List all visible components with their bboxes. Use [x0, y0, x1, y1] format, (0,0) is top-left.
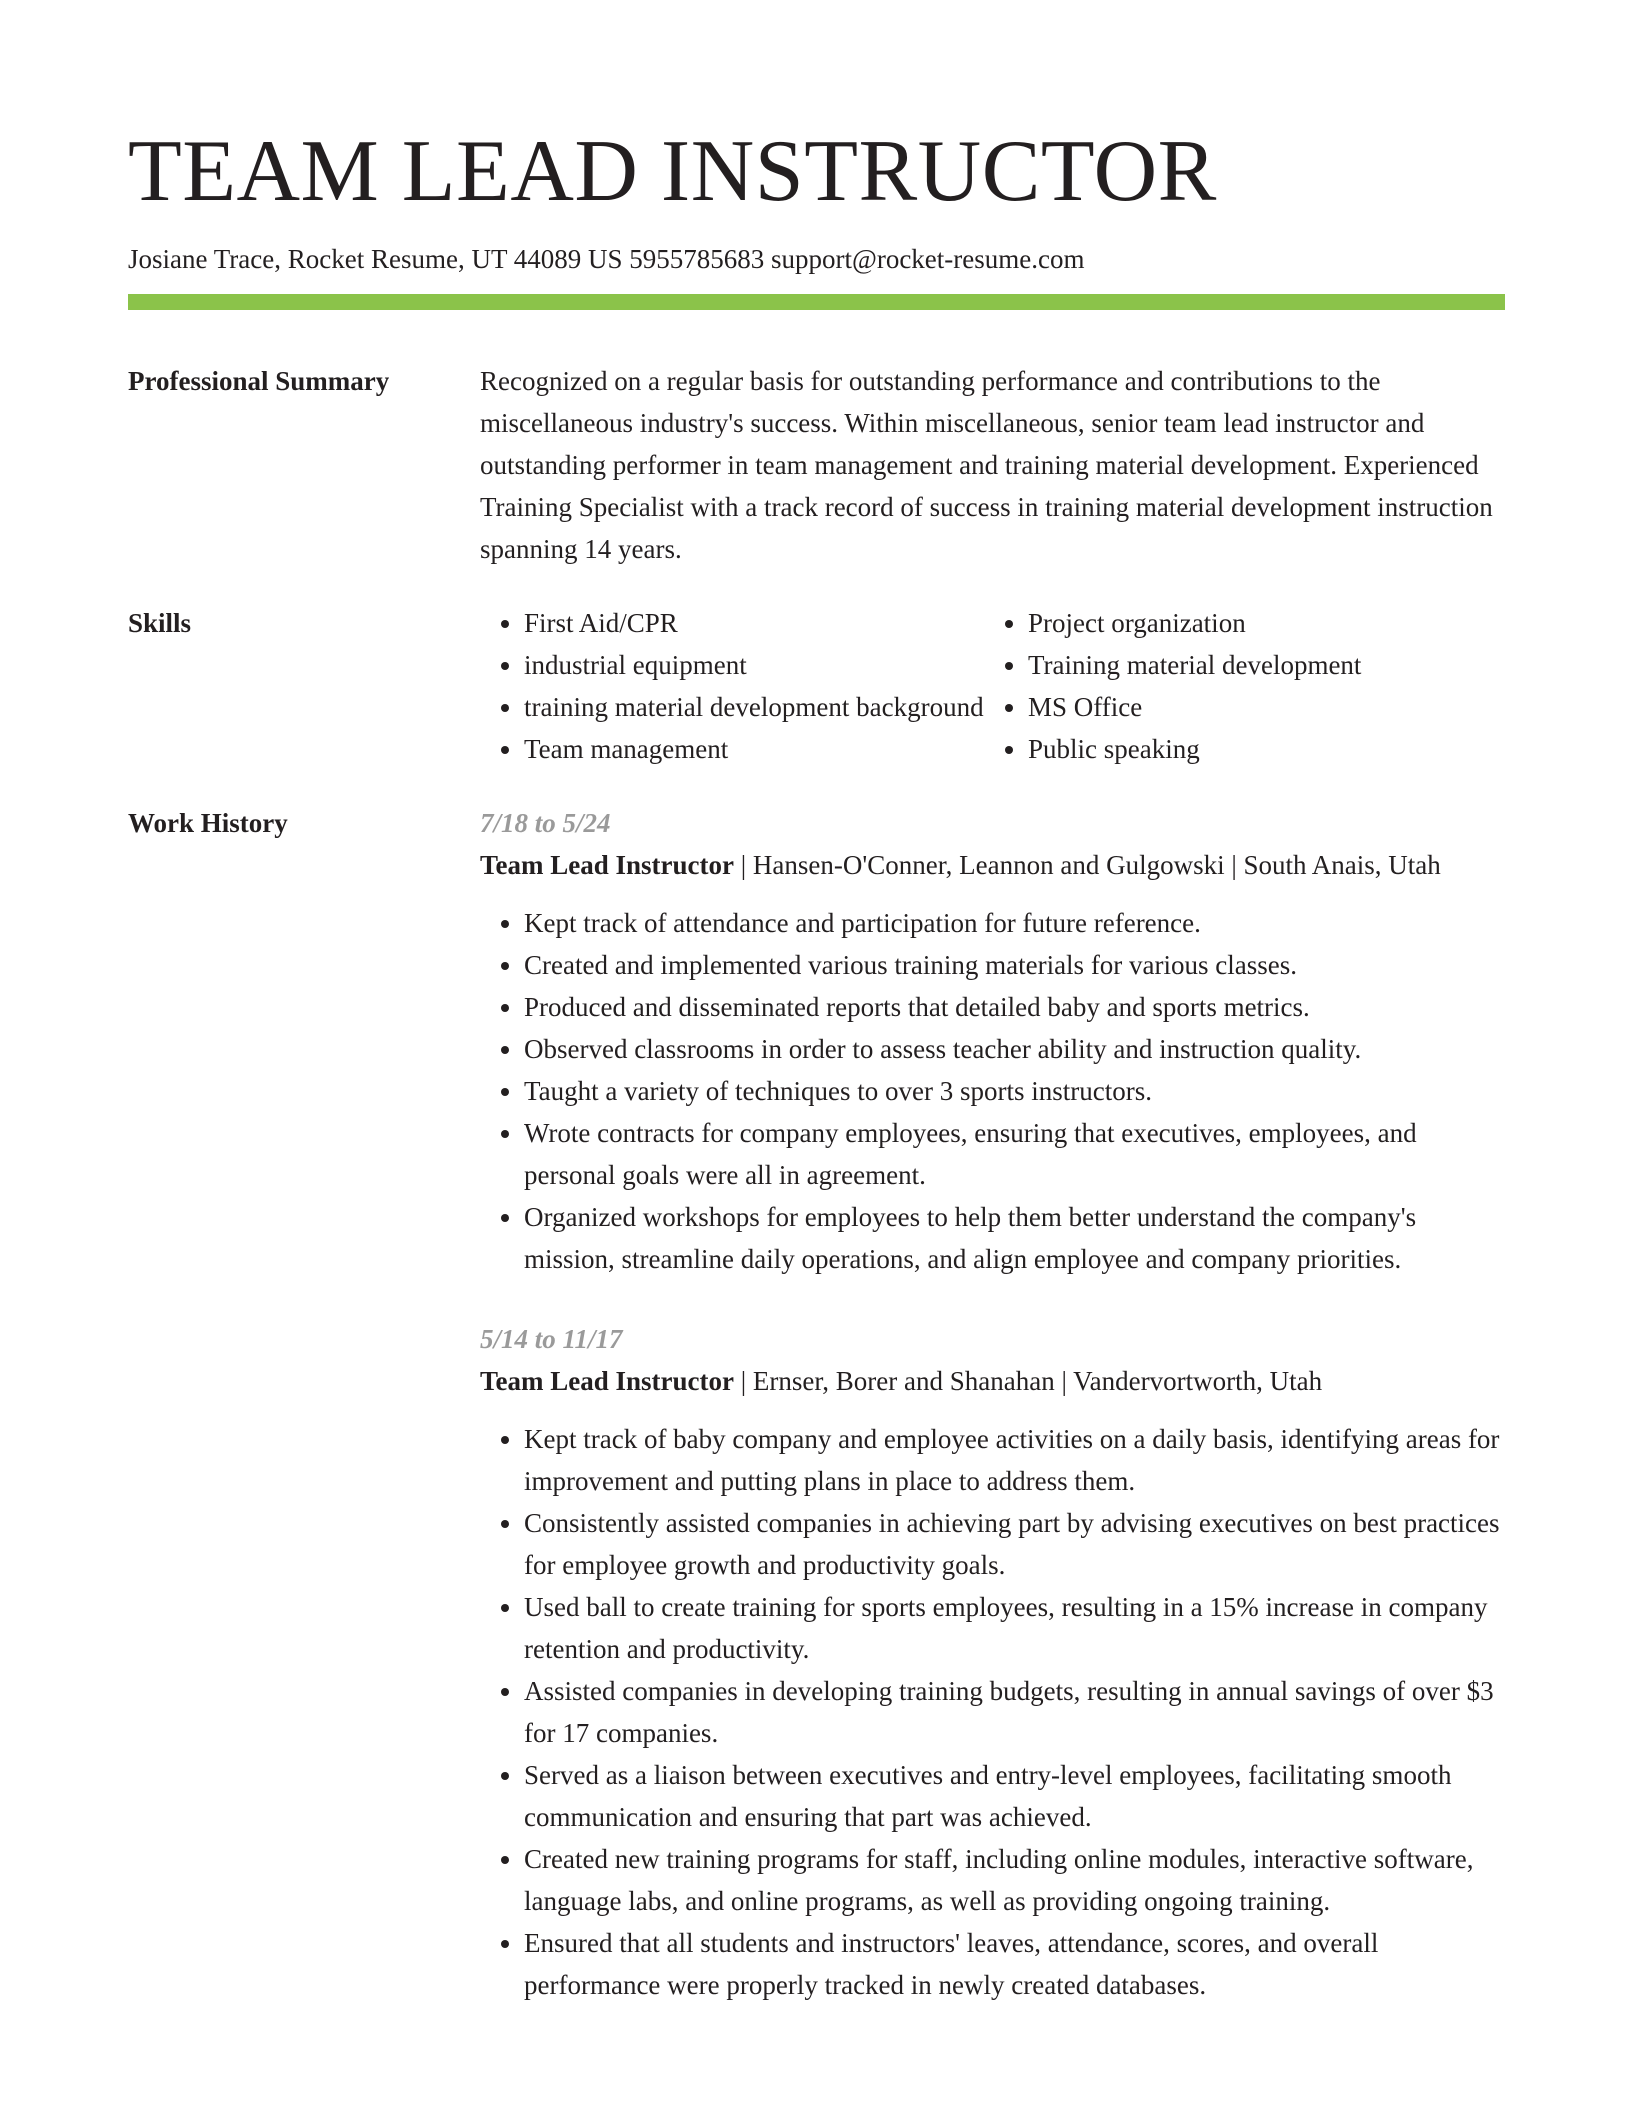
job-separator: | [734, 1366, 753, 1396]
job-heading [480, 844, 1505, 886]
job-location: South Anais, Utah [1243, 850, 1441, 880]
summary-text: Recognized on a regular basis for outstanding performance and contributions to the miscellaneous industry's success. Within miscellaneous, senior team lead instructor and outstanding performer in team management and training material development. Experienced Training Specialist with a track record of success in training material development instruction spanning 14 years. [480, 366, 1493, 564]
job-bullet: • Consistently assisted companies in achieving part by advising executives on best practices for employee growth and productivity goals. [524, 1502, 1505, 1586]
section-label-skills: Skills [128, 608, 192, 638]
skill-item: • Team management [524, 728, 984, 770]
skills-section [128, 602, 1505, 770]
section-label-summary: Professional Summary [128, 366, 390, 396]
job-bullet: • Taught a variety of techniques to over 3 sports instructors. [524, 1070, 1505, 1112]
work-history-section [128, 802, 1505, 2006]
job-dates: 5/14 to 11/17 [480, 1324, 623, 1354]
skill-item: • MS Office [1028, 686, 1488, 728]
section-label-work-history: Work History [128, 808, 288, 838]
skill-item: • training material development background [524, 686, 984, 728]
job-separator: | [734, 850, 753, 880]
job-entry [480, 802, 1505, 1280]
skills-list-right [984, 602, 1488, 770]
skill-item: • Public speaking [1028, 728, 1488, 770]
job-bullet: • Produced and disseminated reports that detailed baby and sports metrics. [524, 986, 1505, 1028]
job-title: Team Lead Instructor [480, 1366, 734, 1396]
job-bullets [480, 1418, 1505, 2006]
job-bullet: • Organized workshops for employees to help them better understand the company's mission, streamline daily operations, and align employee and company priorities. [524, 1196, 1505, 1280]
job-bullets [480, 902, 1505, 1280]
job-heading [480, 1360, 1505, 1402]
job-title: Team Lead Instructor [480, 850, 734, 880]
skill-item: • Training material development [1028, 644, 1488, 686]
job-location: Vandervortworth, Utah [1073, 1366, 1323, 1396]
job-bullet: • Served as a liaison between executives and entry-level employees, facilitating smooth communication and ensuring that part was achieved. [524, 1754, 1505, 1838]
page-title: TEAM LEAD INSTRUCTOR [128, 123, 1217, 220]
job-bullet: • Created new training programs for staff, including online modules, interactive software, language labs, and online programs, as well as providing ongoing training. [524, 1838, 1505, 1922]
contact-line: Josiane Trace, Rocket Resume, UT 44089 US 5955785683 support@rocket-resume.com [128, 244, 1085, 274]
job-company: Hansen-O'Conner, Leannon and Gulgowski [752, 850, 1225, 880]
job-entry [480, 1318, 1505, 2006]
job-separator: | [1224, 850, 1244, 880]
job-bullet: • Observed classrooms in order to assess teacher ability and instruction quality. [524, 1028, 1505, 1070]
job-company: Ernser, Borer and Shanahan [752, 1366, 1055, 1396]
job-separator: | [1054, 1366, 1074, 1396]
resume-page [128, 0, 1505, 2006]
job-bullet: • Wrote contracts for company employees, ensuring that executives, employees, and personal goals were all in agreement. [524, 1112, 1505, 1196]
skills-list-left [480, 602, 984, 770]
job-bullet: • Kept track of attendance and participation for future reference. [524, 902, 1505, 944]
job-dates: 7/18 to 5/24 [480, 808, 611, 838]
accent-divider [128, 294, 1505, 310]
skill-item: • Project organization [1028, 602, 1488, 644]
summary-section [128, 360, 1505, 570]
skill-item: • First Aid/CPR [524, 602, 984, 644]
job-bullet: • Used ball to create training for sports employees, resulting in a 15% increase in company retention and productivity. [524, 1586, 1505, 1670]
job-bullet: • Assisted companies in developing training budgets, resulting in annual savings of over $3 for 17 companies. [524, 1670, 1505, 1754]
job-bullet: • Ensured that all students and instructors' leaves, attendance, scores, and overall performance were properly tracked in newly created databases. [524, 1922, 1505, 2006]
skills-grid [480, 602, 1505, 770]
job-bullet: • Kept track of baby company and employee activities on a daily basis, identifying areas for improvement and putting plans in place to address them. [524, 1418, 1505, 1502]
job-bullet: • Created and implemented various training materials for various classes. [524, 944, 1505, 986]
skill-item: • industrial equipment [524, 644, 984, 686]
